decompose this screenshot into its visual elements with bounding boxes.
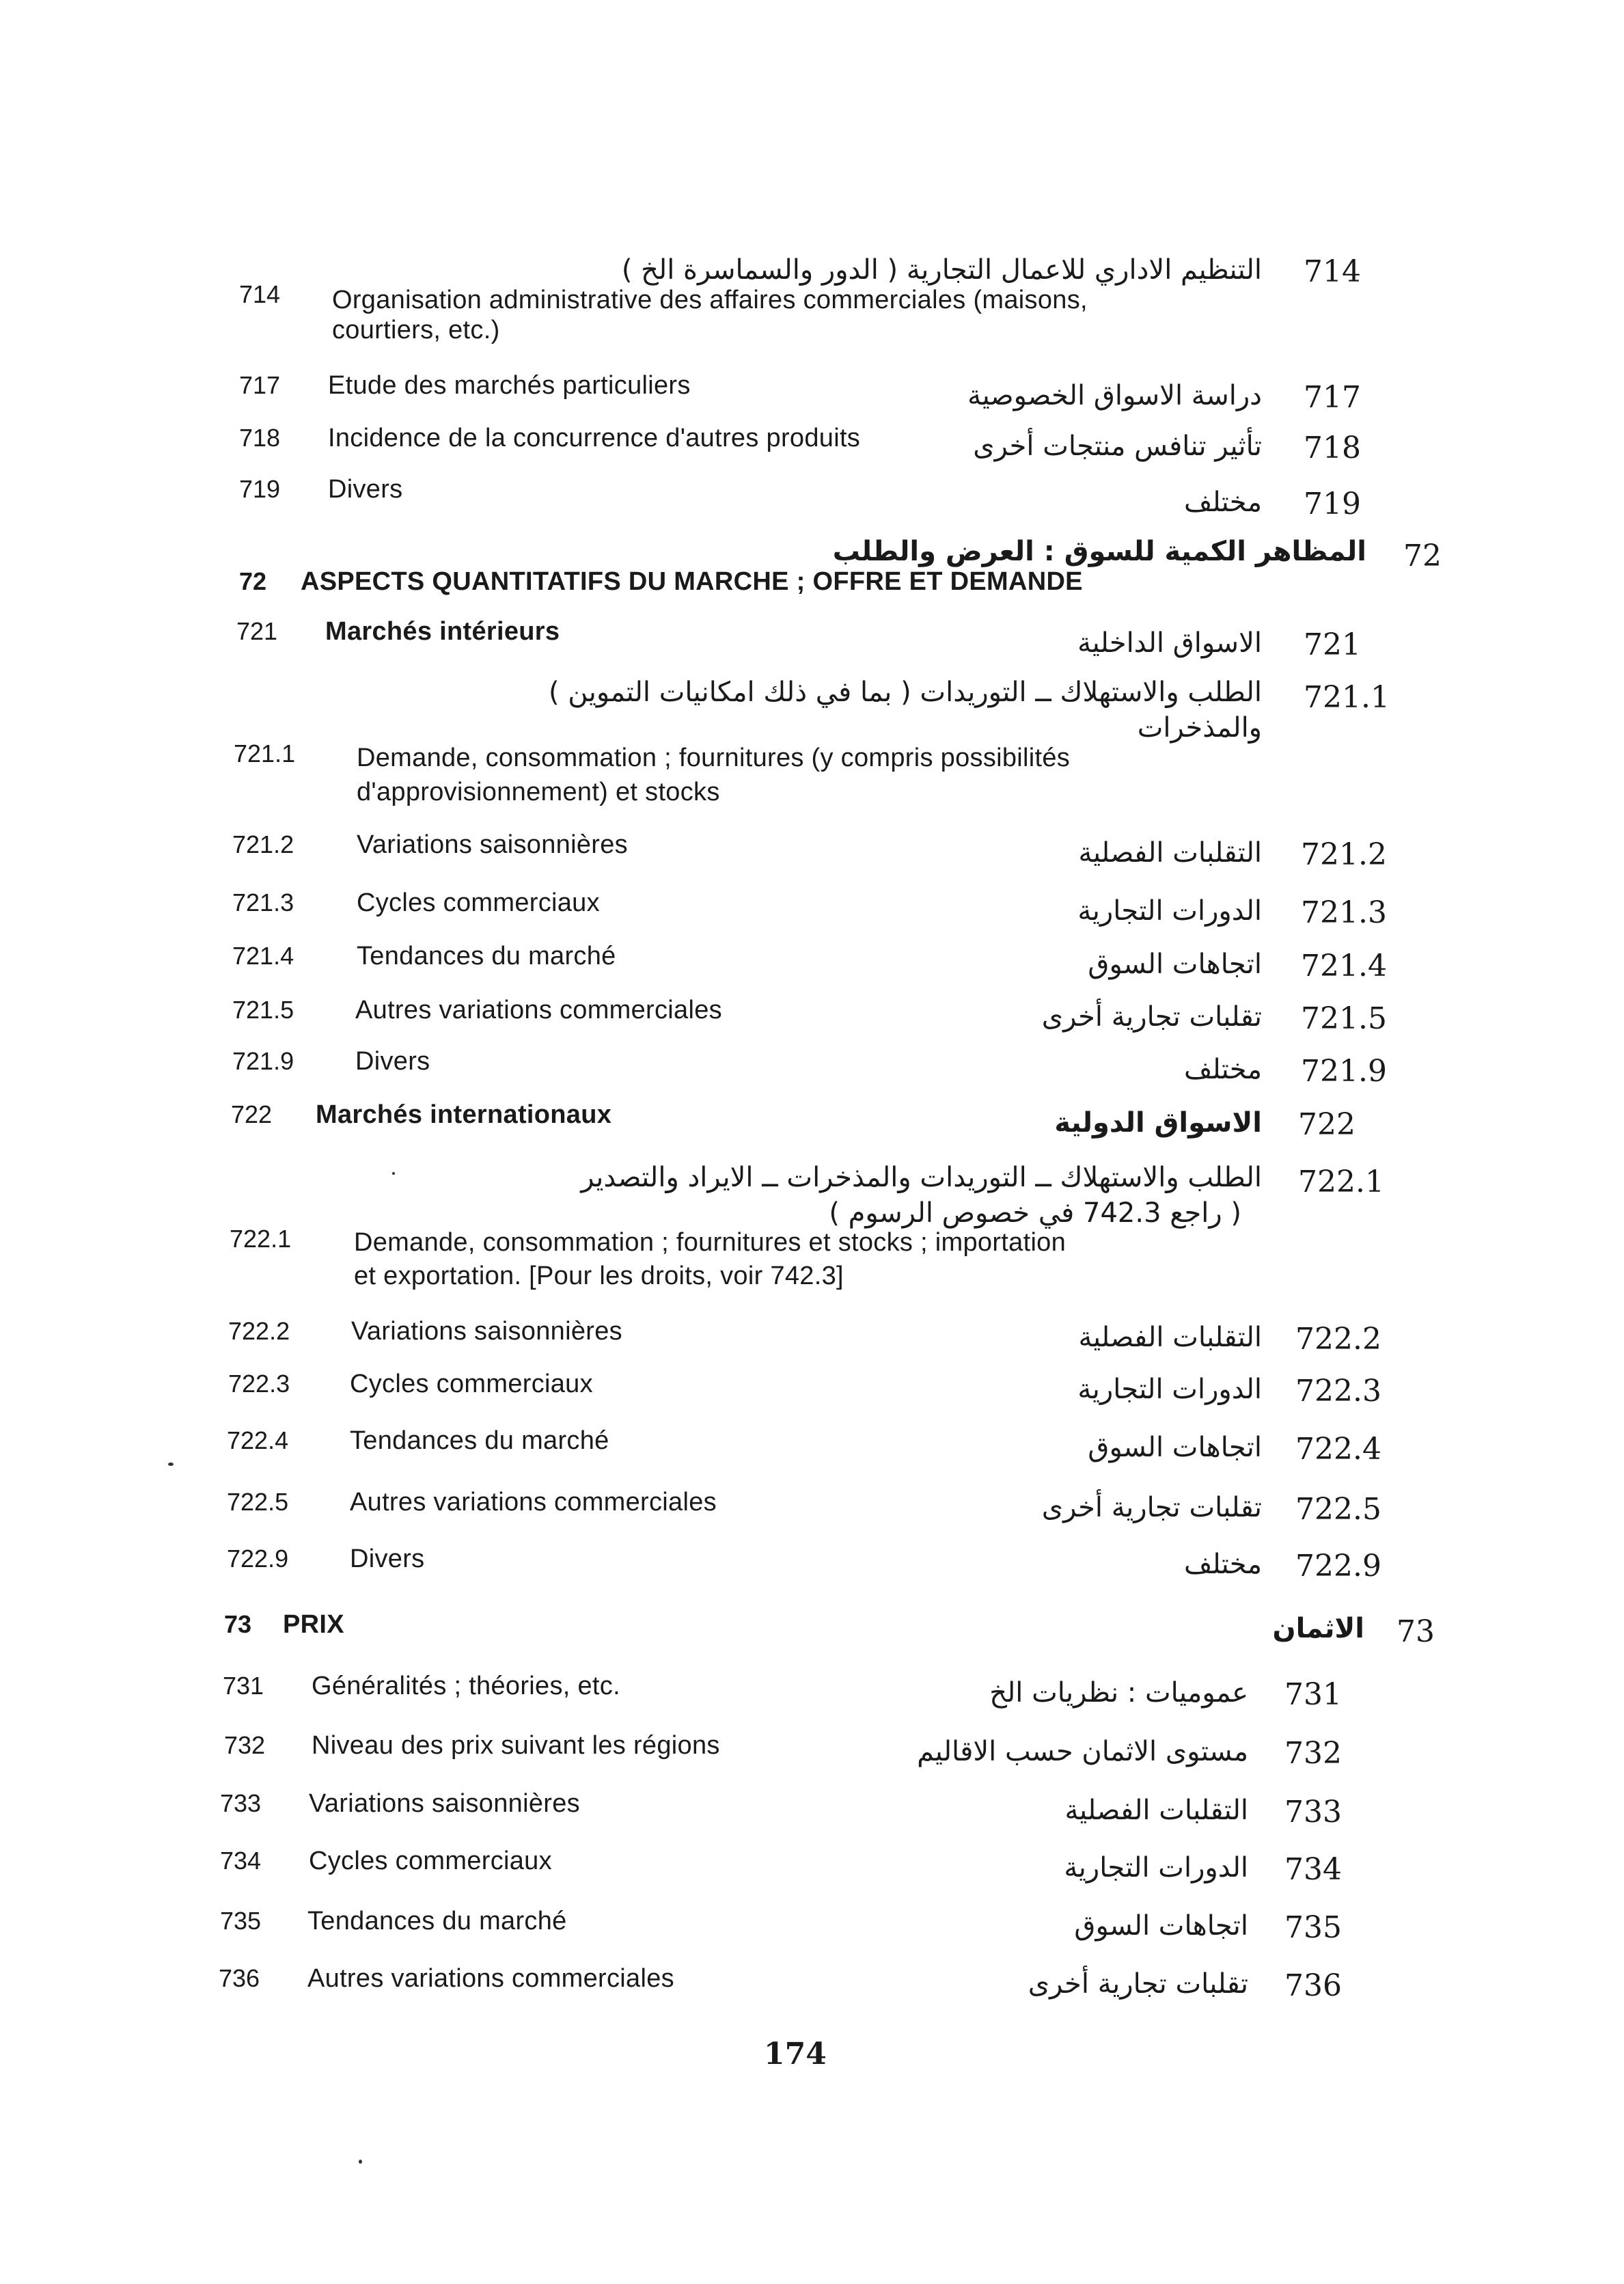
entry-number: 722.9: [227, 1545, 289, 1573]
arabic-entry-number: 722.5: [1295, 1492, 1381, 1527]
arabic-entry-text: دراسة الاسواق الخصوصية: [967, 380, 1262, 411]
entry-text: Cycles commerciaux: [357, 888, 600, 917]
entry-text: Tendances du marché: [357, 942, 616, 970]
arabic-entry-text: الاسواق الدولية: [1054, 1107, 1262, 1139]
entry-text: Autres variations commerciales: [355, 996, 722, 1024]
subsection-heading: Marchés internationaux: [316, 1100, 612, 1129]
entry-text: Divers: [355, 1047, 430, 1076]
entry-number: 736: [219, 1964, 260, 1992]
scan-speck: [392, 1172, 395, 1175]
arabic-entry-text: ( راجع 742.3 في خصوص الرسوم ): [829, 1197, 1241, 1229]
arabic-entry-number: 718: [1304, 431, 1361, 465]
entry-number: 722.5: [227, 1488, 289, 1516]
entry-number: 721.4: [232, 942, 294, 970]
arabic-entry-text: تقلبات تجارية أخرى: [1041, 1001, 1262, 1033]
arabic-entry-number: 722.1: [1298, 1165, 1384, 1199]
arabic-entry-text: عموميات : نظريات الخ: [989, 1677, 1248, 1709]
entry-text: Divers: [350, 1545, 425, 1573]
entry-text: et exportation. [Pour les droits, voir 742.3]: [354, 1262, 844, 1290]
arabic-entry-text: والمذخرات: [1137, 712, 1262, 744]
arabic-entry-number: 717: [1304, 380, 1361, 415]
entry-number: 721.9: [232, 1047, 294, 1075]
entry-number: 722.1: [230, 1225, 292, 1253]
arabic-entry-text: التنظيم الاداري للاعمال التجارية ( الدور والسماسرة الخ ): [621, 254, 1262, 286]
scan-speck: [168, 1463, 174, 1466]
arabic-entry-number: 736: [1284, 1968, 1342, 2003]
entry-text: Autres variations commerciales: [350, 1488, 717, 1517]
arabic-entry-text: مختلف: [1184, 1549, 1262, 1580]
entry-text: Variations saisonnières: [351, 1317, 622, 1346]
entry-text: d'approvisionnement) et stocks: [357, 778, 720, 806]
arabic-entry-text: اتجاهات السوق: [1088, 1432, 1262, 1463]
arabic-entry-number: 732: [1284, 1736, 1342, 1771]
arabic-entry-text: مختلف: [1184, 1054, 1262, 1085]
section-number: 72: [239, 567, 267, 595]
entry-number: 735: [220, 1907, 262, 1935]
entry-number: 719: [239, 475, 281, 503]
entry-number: 722: [231, 1100, 273, 1128]
entry-number: 721.1: [234, 739, 296, 767]
arabic-entry-number: 714: [1304, 254, 1361, 289]
arabic-entry-text: تأثير تنافس منتجات أخرى: [973, 431, 1262, 462]
entry-number: 722.2: [228, 1317, 290, 1345]
arabic-entry-text: الطلب والاستهلاك ــ التوريدات والمذخرات ــ الايراد والتصدير: [581, 1162, 1262, 1193]
entry-text: Variations saisonnières: [309, 1789, 580, 1818]
arabic-section-number: 73: [1396, 1614, 1435, 1649]
arabic-entry-number: 734: [1284, 1852, 1342, 1887]
entry-number: 721.2: [232, 830, 294, 858]
arabic-entry-text: الدورات التجارية: [1077, 895, 1262, 927]
entry-text: Incidence de la concurrence d'autres produits: [328, 424, 861, 452]
entry-text: Demande, consommation ; fournitures (y compris possibilités: [357, 744, 1071, 772]
arabic-entry-number: 735: [1284, 1910, 1342, 1945]
subsection-heading: Marchés intérieurs: [325, 617, 560, 646]
arabic-entry-number: 731: [1284, 1677, 1342, 1712]
entry-text: Etude des marchés particuliers: [328, 371, 691, 400]
arabic-entry-number: 722.3: [1295, 1374, 1381, 1409]
entry-number: 722.3: [228, 1370, 290, 1398]
entry-text: Généralités ; théories, etc.: [312, 1672, 620, 1700]
arabic-entry-number: 719: [1304, 487, 1361, 521]
section-heading: PRIX: [283, 1610, 344, 1639]
arabic-entry-number: 721.1: [1304, 680, 1390, 715]
entry-number: 721.5: [232, 996, 294, 1024]
entry-number: 734: [220, 1847, 262, 1875]
arabic-section-heading: المظاهر الكمية للسوق : العرض والطلب: [832, 536, 1366, 567]
arabic-entry-number: 721.9: [1301, 1054, 1387, 1089]
arabic-entry-text: مختلف: [1184, 487, 1262, 518]
entry-number: 721.3: [232, 888, 294, 916]
entry-number: 721: [236, 617, 278, 645]
entry-text: Divers: [328, 475, 403, 504]
entry-number: 733: [220, 1789, 262, 1817]
arabic-entry-number: 722.4: [1295, 1432, 1381, 1467]
entry-number: 722.4: [227, 1426, 289, 1454]
entry-number: 732: [224, 1731, 266, 1759]
arabic-entry-number: 721.5: [1301, 1001, 1387, 1036]
arabic-entry-text: التقلبات الفصلية: [1078, 837, 1262, 869]
arabic-entry-number: 721.4: [1301, 949, 1387, 983]
scan-speck: [359, 2160, 362, 2164]
page-number: 174: [764, 2037, 827, 2071]
arabic-entry-number: 722.9: [1295, 1549, 1381, 1583]
entry-text: Cycles commerciaux: [350, 1370, 593, 1398]
arabic-entry-text: الدورات التجارية: [1064, 1852, 1248, 1884]
arabic-entry-number: 722.2: [1295, 1322, 1381, 1357]
arabic-entry-number: 733: [1284, 1795, 1342, 1830]
arabic-entry-text: الدورات التجارية: [1077, 1374, 1262, 1405]
section-heading: ASPECTS QUANTITATIFS DU MARCHE ; OFFRE ET DEMANDE: [301, 567, 1083, 596]
arabic-entry-text: اتجاهات السوق: [1088, 949, 1262, 980]
entry-text: Variations saisonnières: [357, 830, 628, 859]
entry-text: Autres variations commerciales: [307, 1964, 674, 1993]
entry-number: 717: [239, 371, 281, 399]
arabic-entry-text: التقلبات الفصلية: [1064, 1795, 1248, 1826]
arabic-entry-text: الاسواق الداخلية: [1077, 627, 1262, 659]
entry-text: Cycles commerciaux: [309, 1847, 552, 1875]
entry-text: Organisation administrative des affaires commerciales (maisons,: [332, 286, 1088, 314]
arabic-section-number: 72: [1403, 539, 1442, 573]
arabic-entry-text: الطلب والاستهلاك ــ التوريدات ( بما في ذلك امكانيات التموين ): [548, 677, 1262, 708]
arabic-section-heading: الاثمان: [1272, 1613, 1364, 1644]
arabic-entry-number: 721: [1304, 627, 1361, 662]
entry-text: Tendances du marché: [350, 1426, 609, 1455]
arabic-entry-number: 722: [1298, 1107, 1355, 1142]
section-number: 73: [224, 1610, 252, 1638]
entry-number: 714: [239, 280, 281, 308]
arabic-entry-text: التقلبات الفصلية: [1078, 1322, 1262, 1353]
entry-text: Tendances du marché: [307, 1907, 567, 1935]
arabic-entry-text: مستوى الاثمان حسب الاقاليم: [917, 1736, 1248, 1767]
entry-number: 718: [239, 424, 281, 452]
arabic-entry-text: اتجاهات السوق: [1074, 1910, 1248, 1942]
entry-text: courtiers, etc.): [332, 316, 500, 344]
entry-text: Demande, consommation ; fournitures et stocks ; importation: [354, 1228, 1066, 1257]
entry-text: Niveau des prix suivant les régions: [312, 1731, 720, 1760]
arabic-entry-number: 721.2: [1301, 837, 1387, 872]
arabic-entry-number: 721.3: [1301, 895, 1387, 930]
arabic-entry-text: تقلبات تجارية أخرى: [1041, 1492, 1262, 1523]
entry-number: 731: [223, 1672, 264, 1700]
arabic-entry-text: تقلبات تجارية أخرى: [1028, 1968, 1248, 2000]
